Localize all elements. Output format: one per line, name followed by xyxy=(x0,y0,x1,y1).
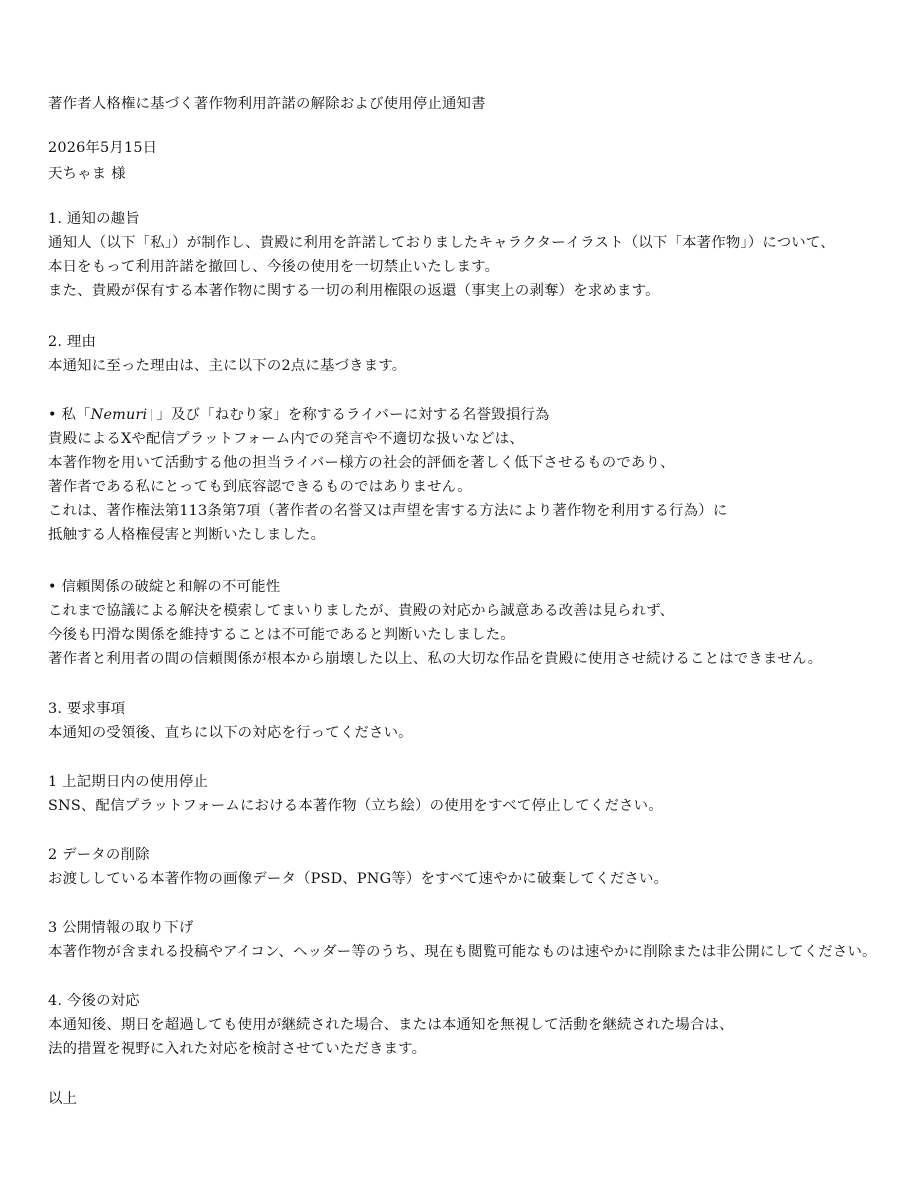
reason-point-defamation xyxy=(48,403,727,547)
paragraph-line: 本著作物を用いて活動する他の担当ライバー様方の社会的評価を著しく低下させるものであり、 xyxy=(48,455,675,471)
section-requirements xyxy=(48,697,413,745)
section-heading: 1. 通知の趣旨 xyxy=(48,211,140,227)
requirement-heading: 2 データの削除 xyxy=(48,847,150,863)
section-heading: 3. 要求事項 xyxy=(48,701,126,717)
paragraph-line: 貴殿によるXや配信プラットフォーム内での発言や不適切な扱いなどは、 xyxy=(48,431,524,447)
requirement-body: 本著作物が含まれる投稿やアイコン、ヘッダー等のうち、現在も閲覧可能なものは速やかに削除または非公開にしてください。 xyxy=(48,944,877,960)
requirement-heading: 3 公開情報の取り下げ xyxy=(48,920,194,936)
paragraph-line: これまで協議による解決を模索してまいりましたが、貴殿の対応から誠意ある改善は見られず、 xyxy=(48,603,675,619)
redaction-mark xyxy=(151,409,152,421)
paragraph-line: 今後も円滑な関係を維持することは不可能であると判断いたしました。 xyxy=(48,627,515,643)
closing xyxy=(48,1087,77,1111)
requirement-item xyxy=(48,916,877,964)
paragraph-line: 通知人（以下「私」）が制作し、貴殿に利用を許諾しておりましたキャラクターイラスト（以下「本著作物」）について、 xyxy=(48,235,835,251)
paragraph-line: 本通知に至った理由は、主に以下の2点に基づきます。 xyxy=(48,358,407,374)
point-heading-name: Nemuri xyxy=(90,407,148,423)
paragraph-line: 著作者と利用者の間の信頼関係が根本から崩壊した以上、私の大切な作品を貴殿に使用させ続けることはできません。 xyxy=(48,651,823,667)
requirement-body: SNS、配信プラットフォームにおける本著作物（立ち絵）の使用をすべて停止してください。 xyxy=(48,798,663,814)
requirement-item xyxy=(48,770,663,818)
paragraph-line: 本通知の受領後、直ちに以下の対応を行ってください。 xyxy=(48,725,413,741)
requirement-item xyxy=(48,843,668,891)
reason-point-trust xyxy=(48,575,822,671)
paragraph-line: また、貴殿が保有する本著作物に関する一切の利用権限の返還（事実上の剥奪）を求めます。 xyxy=(48,283,660,299)
section-future-action xyxy=(48,989,734,1061)
document-date: 2026年5月15日 xyxy=(48,140,158,156)
section-heading: 4. 今後の対応 xyxy=(48,993,140,1009)
paragraph-line: 本日をもって利用許諾を撤回し、今後の使用を一切禁止いたします。 xyxy=(48,259,500,275)
document-title: 著作者人格権に基づく著作物利用許諾の解除および使用停止通知書 xyxy=(48,96,486,112)
point-heading-prefix: • 私「 xyxy=(48,407,91,423)
paragraph-line: 法的措置を視野に入れた対応を検討させていただきます。 xyxy=(48,1041,427,1057)
section-reason xyxy=(48,330,406,378)
requirement-body: お渡ししている本著作物の画像データ（PSD、PNG等）をすべて速やかに破棄してください。 xyxy=(48,871,669,887)
section-heading: 2. 理由 xyxy=(48,334,97,350)
addressee: 天ちゃま 様 xyxy=(48,166,126,182)
point-heading: • 信頼関係の破綻と和解の不可能性 xyxy=(48,579,281,595)
point-heading xyxy=(48,403,727,427)
section-purpose xyxy=(48,207,835,303)
paragraph-line: 抵触する人格権侵害と判断いたしました。 xyxy=(48,527,326,543)
closing-text: 以上 xyxy=(48,1091,78,1107)
paragraph-line: 著作者である私にとっても到底容認できるものではありません。 xyxy=(48,479,472,495)
requirement-heading: 1 上記期日内の使用停止 xyxy=(48,774,209,790)
point-heading-suffix: 」及び「ねむり家」を称するライバーに対する名誉毀損行為 xyxy=(156,407,550,423)
paragraph-line: 本通知後、期日を超過しても使用が継続された場合、または本通知を無視して活動を継続された場合は、 xyxy=(48,1017,734,1033)
paragraph-line: これは、著作権法第113条第7項（著作者の名誉又は声望を害する方法により著作物を利用する行為）に xyxy=(48,503,728,519)
